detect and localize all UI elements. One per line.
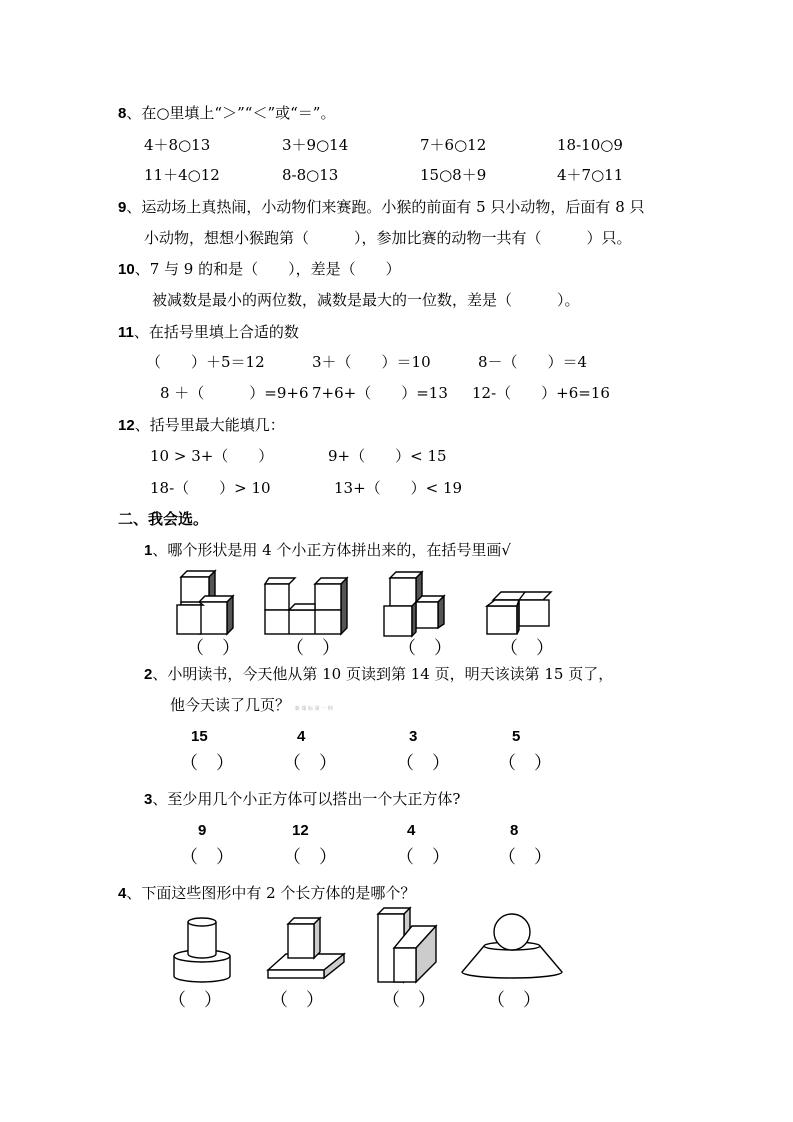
- question-number: 9: [118, 199, 127, 216]
- q11-row2-item: 12-（ ）+6=16: [472, 384, 610, 402]
- c2-line1: [144, 664, 613, 685]
- q9-line2: 小动物，想想小猴跑第（ ），参加比赛的动物一共有（ ）只。: [144, 229, 632, 247]
- c2-line2: [170, 695, 333, 719]
- c1-answer-paren[interactable]: （ ）: [500, 638, 554, 659]
- c2-option: 3: [409, 728, 418, 745]
- cube-shape-c: [382, 570, 452, 638]
- question-text: 、括号里最大能填几：: [134, 416, 285, 434]
- c3-heading: [144, 789, 460, 810]
- q12-row1-item: 10 > 3+（ ）: [150, 447, 274, 465]
- c4-answer-paren[interactable]: （ ）: [168, 990, 222, 1011]
- q10-line1: [118, 259, 401, 280]
- watermark: 新 课 标 第 一 网: [294, 706, 333, 712]
- c4-heading: [118, 883, 415, 904]
- question-text: 、至少用几个小正方体可以搭出一个大正方体?: [152, 790, 461, 808]
- q8-row1-item: 7＋6○12: [420, 136, 487, 154]
- c3-answer-paren[interactable]: （ ）: [498, 847, 552, 868]
- q8-row1-item: 3＋9○14: [282, 136, 349, 154]
- c3-option: 4: [407, 822, 416, 839]
- q8-row2-item: 15○8＋9: [420, 166, 487, 184]
- q12-row2-item: 18-（ ）> 10: [150, 479, 271, 497]
- question-number: 2: [144, 666, 153, 683]
- c3-option: 12: [292, 822, 309, 839]
- sphere-on-frustum-shape: [460, 910, 564, 982]
- c1-answer-paren[interactable]: （ ）: [186, 638, 240, 659]
- q9-line1: [118, 197, 645, 218]
- c4-answer-paren[interactable]: （ ）: [487, 990, 541, 1011]
- c1-heading: [144, 540, 511, 561]
- question-text: 他今天读了几页？: [170, 696, 291, 714]
- question-number: 12: [118, 417, 135, 434]
- c3-option: 8: [510, 822, 519, 839]
- c3-answer-paren[interactable]: （ ）: [180, 847, 234, 868]
- question-text: 、小明读书，今天他从第 10 页读到第 14 页，明天该读第 15 页了，: [152, 665, 614, 683]
- c2-answer-paren[interactable]: （ ）: [180, 753, 234, 774]
- stacked-cylinders-shape: [170, 914, 234, 984]
- cube-shape-a: [175, 568, 245, 638]
- q12-heading: [118, 415, 285, 436]
- question-text: 、在○里填上“＞”“＜”或“＝”。: [126, 104, 336, 122]
- q11-row2-item: 7+6+（ ）=13: [312, 384, 448, 402]
- q11-row1-item: （ ）＋5＝12: [146, 353, 265, 371]
- question-text: 、运动场上真热闹，小动物们来赛跑。小猴的前面有 5 只小动物，后面有 8 只: [126, 198, 645, 216]
- q8-row2-item: 4＋7○11: [557, 166, 624, 184]
- q8-row2-item: 11＋4○12: [144, 166, 220, 184]
- question-number: 11: [118, 324, 134, 341]
- q8-row1-item: 4＋8○13: [144, 136, 211, 154]
- question-text: 、在括号里填上合适的数: [133, 323, 299, 341]
- question-number: 3: [144, 791, 153, 808]
- c3-answer-paren[interactable]: （ ）: [283, 847, 337, 868]
- c3-answer-paren[interactable]: （ ）: [396, 847, 450, 868]
- q12-row2-item: 13+（ ）< 19: [334, 479, 463, 497]
- question-number: 4: [118, 885, 127, 902]
- c4-answer-paren[interactable]: （ ）: [270, 990, 324, 1011]
- c1-answer-paren[interactable]: （ ）: [398, 638, 452, 659]
- c2-answer-paren[interactable]: （ ）: [283, 753, 337, 774]
- q8-row2-item: 8-8○13: [282, 166, 339, 184]
- q11-heading: [118, 322, 299, 343]
- q11-row2-item: 8 ＋（ ）=9+6: [160, 384, 309, 402]
- section-title: 二、我会选。: [118, 510, 209, 528]
- c3-option: 9: [198, 822, 207, 839]
- q8-row1-item: 18-10○9: [557, 136, 623, 154]
- cube-on-slab-shape: [266, 912, 346, 982]
- question-text: 、哪个形状是用 4 个小正方体拼出来的，在括号里画√: [152, 541, 511, 559]
- q11-row1-item: 3＋（ ）＝10: [312, 353, 431, 371]
- cube-shape-d: [485, 590, 557, 638]
- c2-option: 5: [512, 728, 521, 745]
- two-cuboids-shape: [374, 906, 440, 984]
- c2-option: 15: [191, 728, 208, 745]
- q8-heading: [118, 103, 335, 124]
- c2-option: 4: [297, 728, 306, 745]
- q12-row1-item: 9+（ ）< 15: [328, 447, 447, 465]
- question-number: 1: [144, 542, 153, 559]
- question-number: 10: [118, 261, 135, 278]
- c4-answer-paren[interactable]: （ ）: [382, 990, 436, 1011]
- question-text: 、下面这些图形中有 2 个长方体的是哪个？: [126, 884, 416, 902]
- q11-row1-item: 8－（ ）＝4: [478, 353, 588, 371]
- cube-shape-b: [263, 576, 353, 638]
- c1-answer-paren[interactable]: （ ）: [286, 638, 340, 659]
- c2-answer-paren[interactable]: （ ）: [498, 753, 552, 774]
- question-text: 、7 与 9 的和是（ ），差是（ ）: [134, 260, 401, 278]
- q10-line2: 被减数是最小的两位数，减数是最大的一位数，差是（ ）。: [152, 291, 580, 309]
- question-number: 8: [118, 105, 127, 122]
- c2-answer-paren[interactable]: （ ）: [396, 753, 450, 774]
